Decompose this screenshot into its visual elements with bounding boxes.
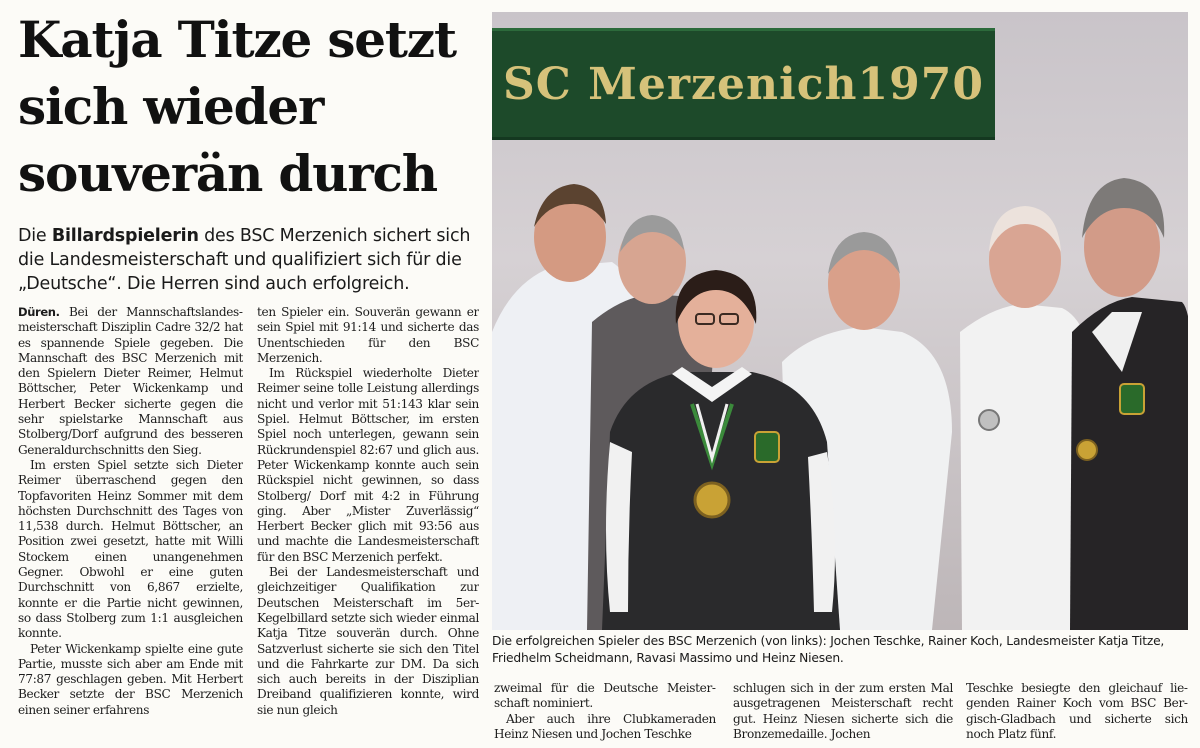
- col1-paragraph-2: Im ersten Spiel setzte sich Dieter Reimer überraschend gegen den Topfavoriten Heinz Sommer mit dem höchsten Durchschnitt des Tages von 11,538 durch. Helmut Böttscher, an Position zwei gesetzt, hatte mit Willi Stockem einen unangenehmen Gegner. Obwohl er eine guten Durchschnitt von 6,867 erzielte, konnte er die Partie nicht gewinnen, so dass Stolberg zum 1:1 ausgleichen konnte.: [18, 457, 243, 641]
- article-column-1: [18, 305, 243, 748]
- col2-paragraph-2: Im Rückspiel wiederholte Dieter Reimer seine tolle Leistung allerdings nicht und verlor mit 51:143 klar sein Spiel. Helmut Böttscher, im ersten Spiel noch unterlegen, gewann sein Rückrundenspiel 82:67 und glich aus. Peter Wickenkamp konnte auch sein Rückspiel nicht gewinnen, so dass Stolberg/ Dorf mit 4:2 in Führung ging. Aber „Mister Zuverlässig“ Herbert Becker glich mit 93:56 aus und machte die Landesmeisterschaft für den BSC Merzenich perfekt.: [257, 366, 479, 564]
- headline: [18, 6, 478, 207]
- article-column-5: [966, 681, 1188, 748]
- col3-paragraph-2: Aber auch ihre Clubkameraden Heinz Niesen und Jochen Teschke: [494, 711, 716, 741]
- photo-caption: Die erfolgreichen Spieler des BSC Merzenich (von links): Jochen Teschke, Rainer Koch, Landesmeister Katja Titze, Friedhelm Scheidmann, Ravasi Massimo und Heinz Niesen.: [492, 634, 1165, 665]
- club-banner-text: SC Merzenich1970: [503, 58, 984, 110]
- col2-paragraph-1: ten Spieler ein. Souverän gewann er sein Spiel mit 91:14 und sicherte das Unentschieden für den BSC Merzenich.: [257, 305, 479, 365]
- col4-paragraph-1: schlugen sich in der zum ersten Mal ausgetragenen Meisterschaft recht gut. Heinz Niesen sicherte sich die Bronzemedaille. Jochen: [733, 681, 953, 741]
- col3-paragraph-1: zweimal für die Deutsche Meisterschaft nominiert.: [494, 681, 716, 711]
- headline-line-1: Katja Titze setzt: [18, 10, 456, 69]
- subhead-pre: Die: [18, 226, 52, 246]
- players-illustration: [492, 12, 1188, 630]
- col2-paragraph-3: Bei der Landesmeisterschaft und gleichzeitiger Qualifikation zur Deutschen Meisterschaft im 5er-Kegelbillard setzte sich wieder einmal Katja Titze souverän durch. Ohne Satzverlust sicherte sie sich den Titel und die Fahrkarte zur DM. Da sich sich auch bereits in der Disziplian Dreiband qualifizieren konnte, wird sie nun gleich: [257, 565, 479, 717]
- headline-line-3: souverän durch: [18, 144, 437, 203]
- subhead-post: des BSC Merzenich sichert sich die Landesmeisterschaft und qualifiziert sich für die „Deutsche“. Die Herren sind auch erfolgreich.: [18, 226, 471, 294]
- col1-paragraph-1: Bei der Mannschaftslandesmeisterschaft Disziplin Cadre 32/2 hat es spannende Spiele gegeben. Die Mannschaft des BSC Merzenich mit den Spielern Dieter Reimer, Helmut Böttscher, Peter Wickenkamp und Herbert Becker sicherte gegen die sehr spielstarke Mannschaft aus Stolberg/Dorf aufgrund des besseren Generaldurchschnitts den Sieg.: [18, 305, 243, 457]
- article-column-2: [257, 305, 479, 748]
- article-column-4: [733, 681, 953, 748]
- article-column-3: [494, 681, 716, 748]
- col1-paragraph-3: Peter Wickenkamp spielte eine gute Partie, musste sich aber am Ende mit 77:87 geschlagen geben. Mit Herbert Becker setzte der BSC Merzenich einen seiner erfahrens: [18, 641, 243, 717]
- subheadline: [18, 224, 478, 296]
- col5-paragraph-1: Teschke besiegte den gleichauf liegenden Rainer Koch vom BSC Bergisch-Gladbach und sicherte sich noch Platz fünf.: [966, 681, 1188, 741]
- person-6: [1070, 178, 1188, 630]
- dateline: Düren.: [18, 305, 60, 319]
- team-photo: [492, 12, 1188, 630]
- headline-line-2: sich wieder: [18, 77, 324, 136]
- subhead-bold: Billardspielerin: [51, 226, 199, 246]
